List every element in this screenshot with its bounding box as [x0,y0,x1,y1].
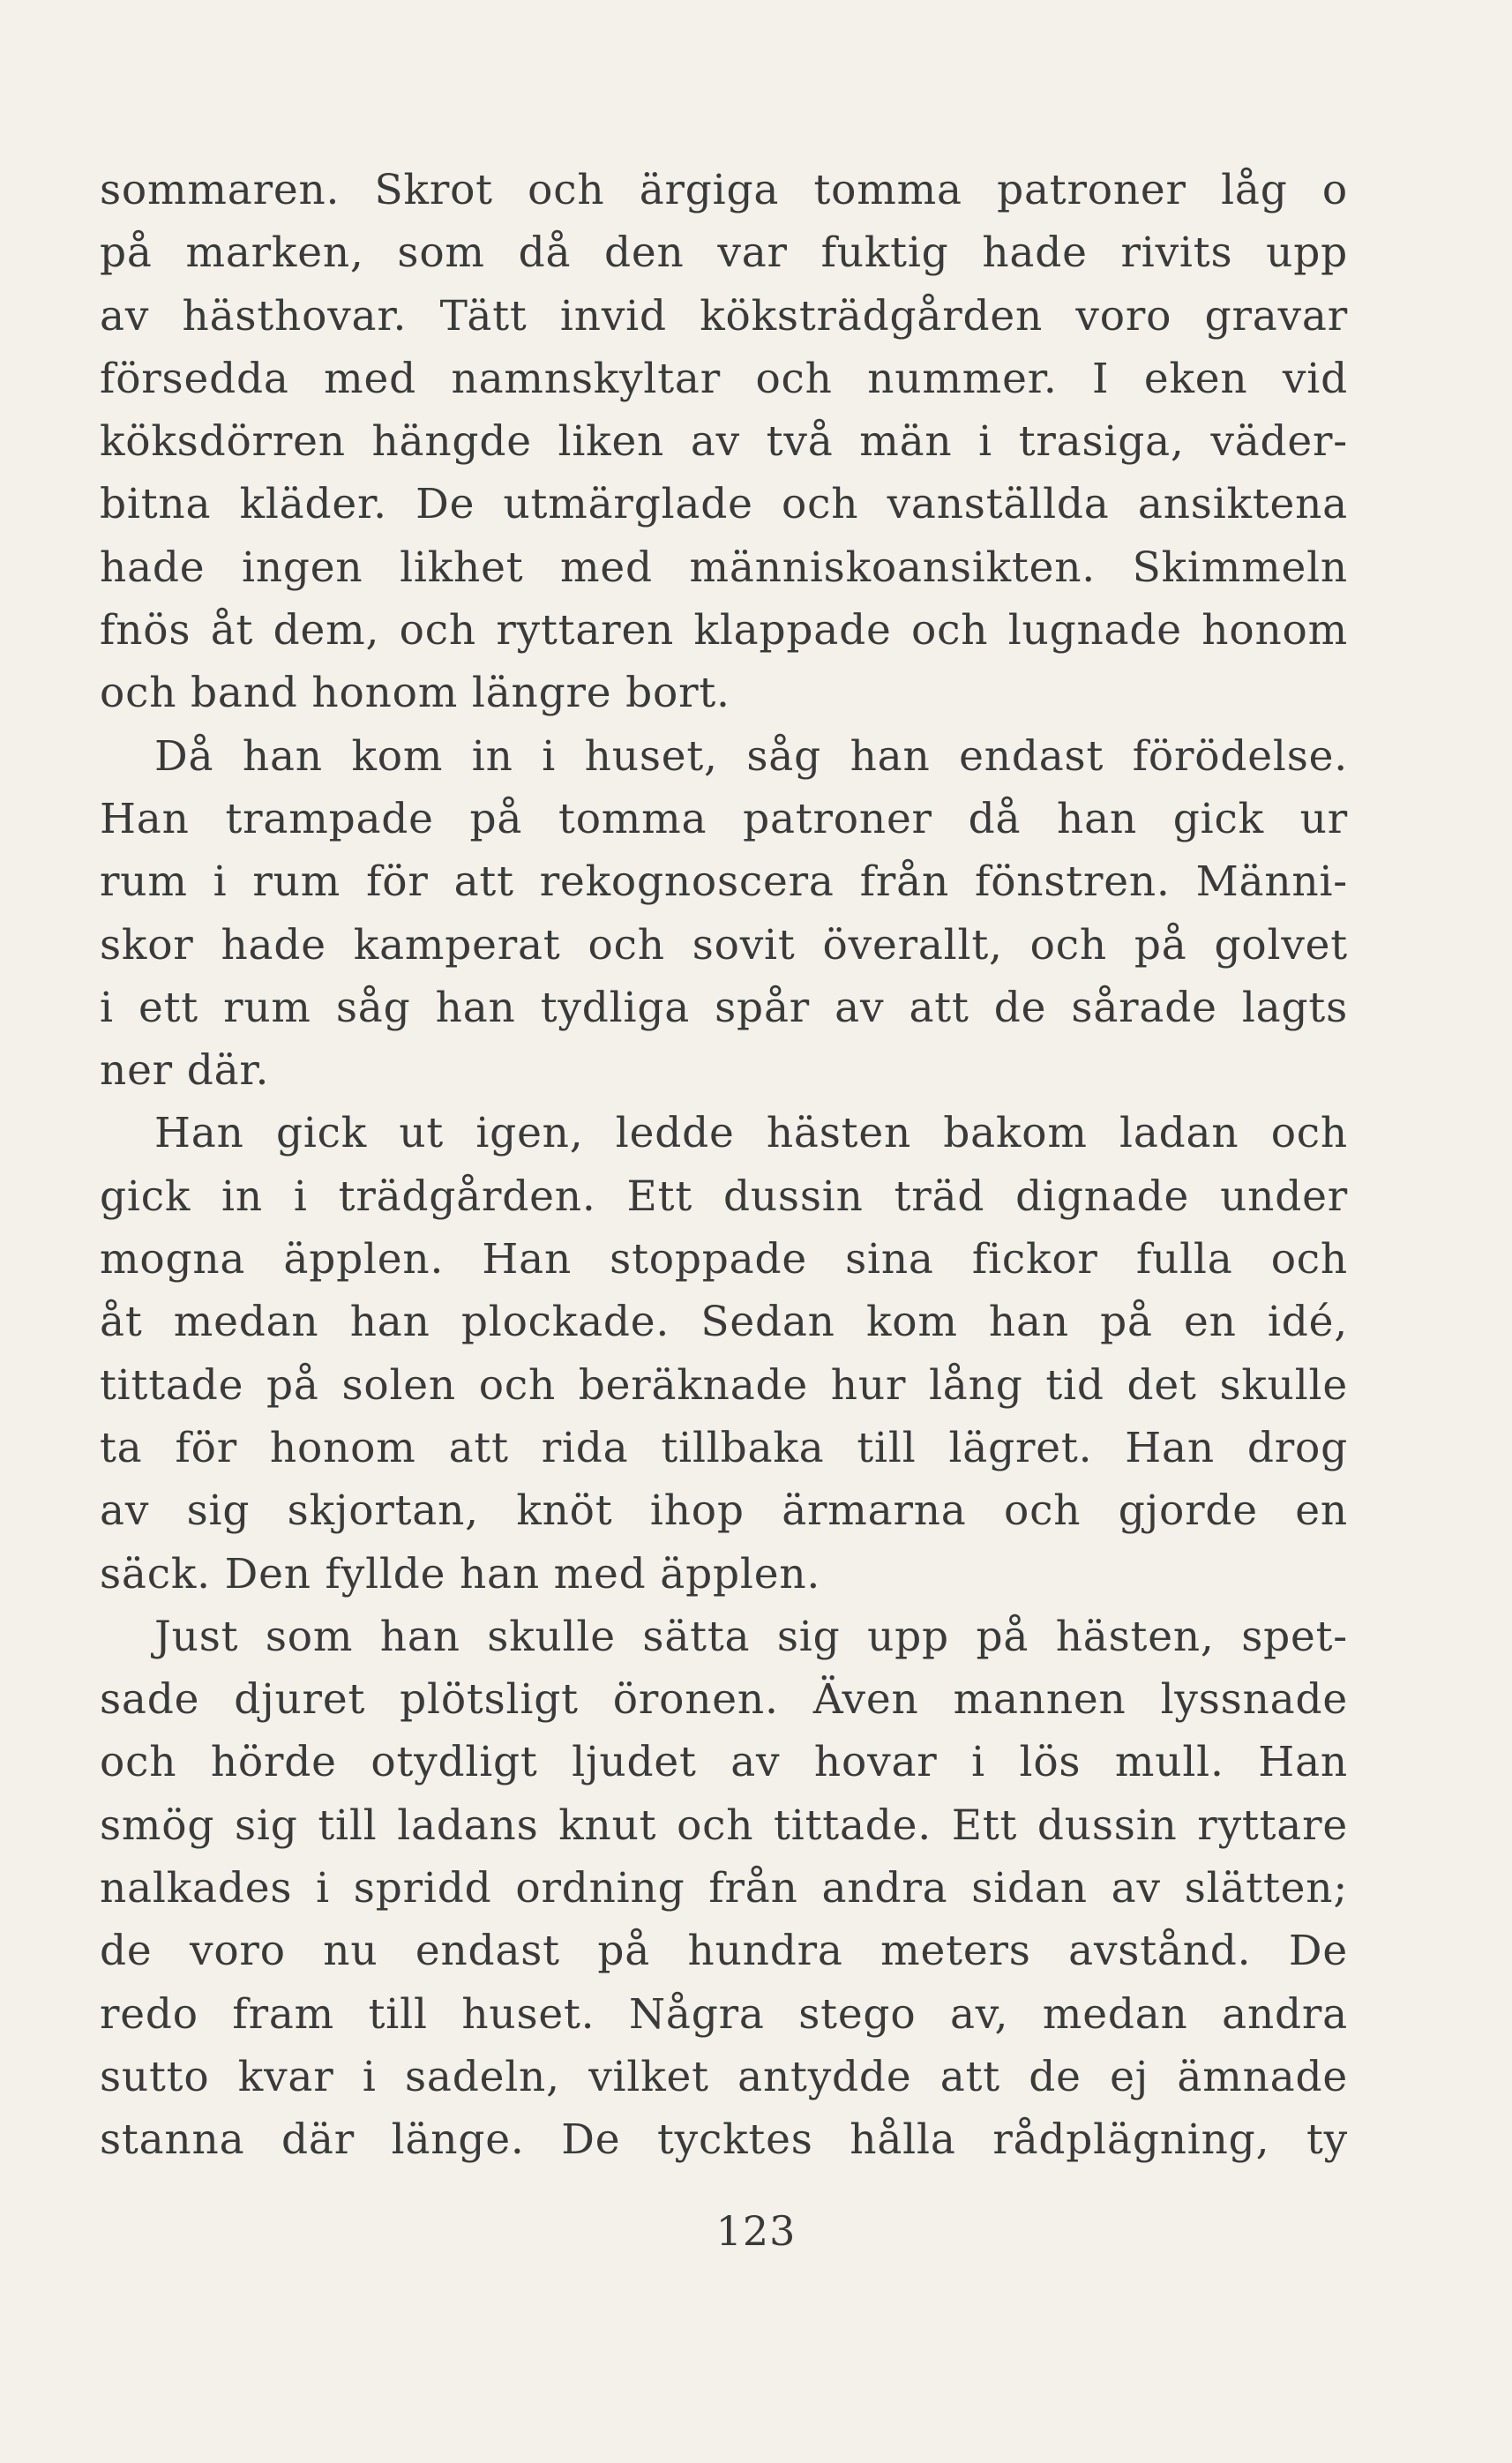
text-line: åt medan han plockade. Sedan kom han på en idé, [100,1298,1348,1347]
text-line: ner där. [100,1046,270,1096]
text-line: på marken, som då den var fuktig hade rivits upp [100,228,1348,278]
text-line: fnös åt dem, och ryttaren klappade och lugnade honom [100,606,1348,655]
text-line: de voro nu endast på hundra meters avstånd. De [100,1927,1348,1976]
text-line: säck. Den fyllde han med äpplen. [100,1549,821,1598]
text-line: mogna äpplen. Han stoppade sina fickor fulla och [100,1235,1348,1284]
text-line: Han trampade på tomma patroner då han gick ur [100,794,1348,843]
text-line: hade ingen likhet med människoansikten. Skimmeln [100,543,1348,592]
text-line: redo fram till huset. Några stego av, medan andra [100,1989,1348,2039]
text-line: tittade på solen och beräknade hur lång tid det skulle [100,1360,1348,1410]
body-text [100,159,1348,2172]
page-number: 123 [715,2207,797,2255]
text-line: sommaren. Skrot och ärgiga tomma patroner låg o [100,166,1348,214]
text-line: Då han kom in i huset, såg han endast förödelse. [154,731,1348,781]
text-line: gick in i trädgården. Ett dussin träd dignade under [100,1172,1348,1221]
text-line: sutto kvar i sadeln, vilket antydde att de ej ämnade [100,2052,1348,2101]
text-line: stanna där länge. De tycktes hålla rådplägning, ty [100,2115,1348,2165]
text-line: Just som han skulle sätta sig upp på hästen, spet- [154,1612,1348,1661]
text-line: och hörde otydligt ljudet av hovar i lös mull. Han [100,1738,1348,1787]
text-line: nalkades i spridd ordning från andra sidan av slätten; [100,1864,1348,1913]
text-line: av sig skjortan, knöt ihop ärmarna och gjorde en [100,1486,1348,1536]
text-line: försedda med namnskyltar och nummer. I eken vid [100,354,1348,403]
text-line: rum i rum för att rekognoscera från fönstren. Männi- [100,857,1348,907]
text-line: i ett rum såg han tydliga spår av att de sårade lagts [100,983,1348,1032]
text-line: sade djuret plötsligt öronen. Även mannen lyssnade [100,1675,1348,1725]
text-line: skor hade kamperat och sovit överallt, och på golvet [100,920,1348,969]
text-line: och band honom längre bort. [100,669,730,718]
text-line: bitna kläder. De utmärglade och vanställda ansiktena [100,480,1348,529]
text-line: ta för honom att rida tillbaka till lägret. Han drog [100,1423,1348,1472]
text-line: smög sig till ladans knut och tittade. Ett dussin ryttare [100,1800,1348,1850]
text-line: köksdörren hängde liken av två män i trasiga, väder- [100,417,1348,467]
text-line: av hästhovar. Tätt invid köksträdgården voro gravar [100,291,1348,341]
text-line: Han gick ut igen, ledde hästen bakom ladan och [154,1109,1348,1158]
